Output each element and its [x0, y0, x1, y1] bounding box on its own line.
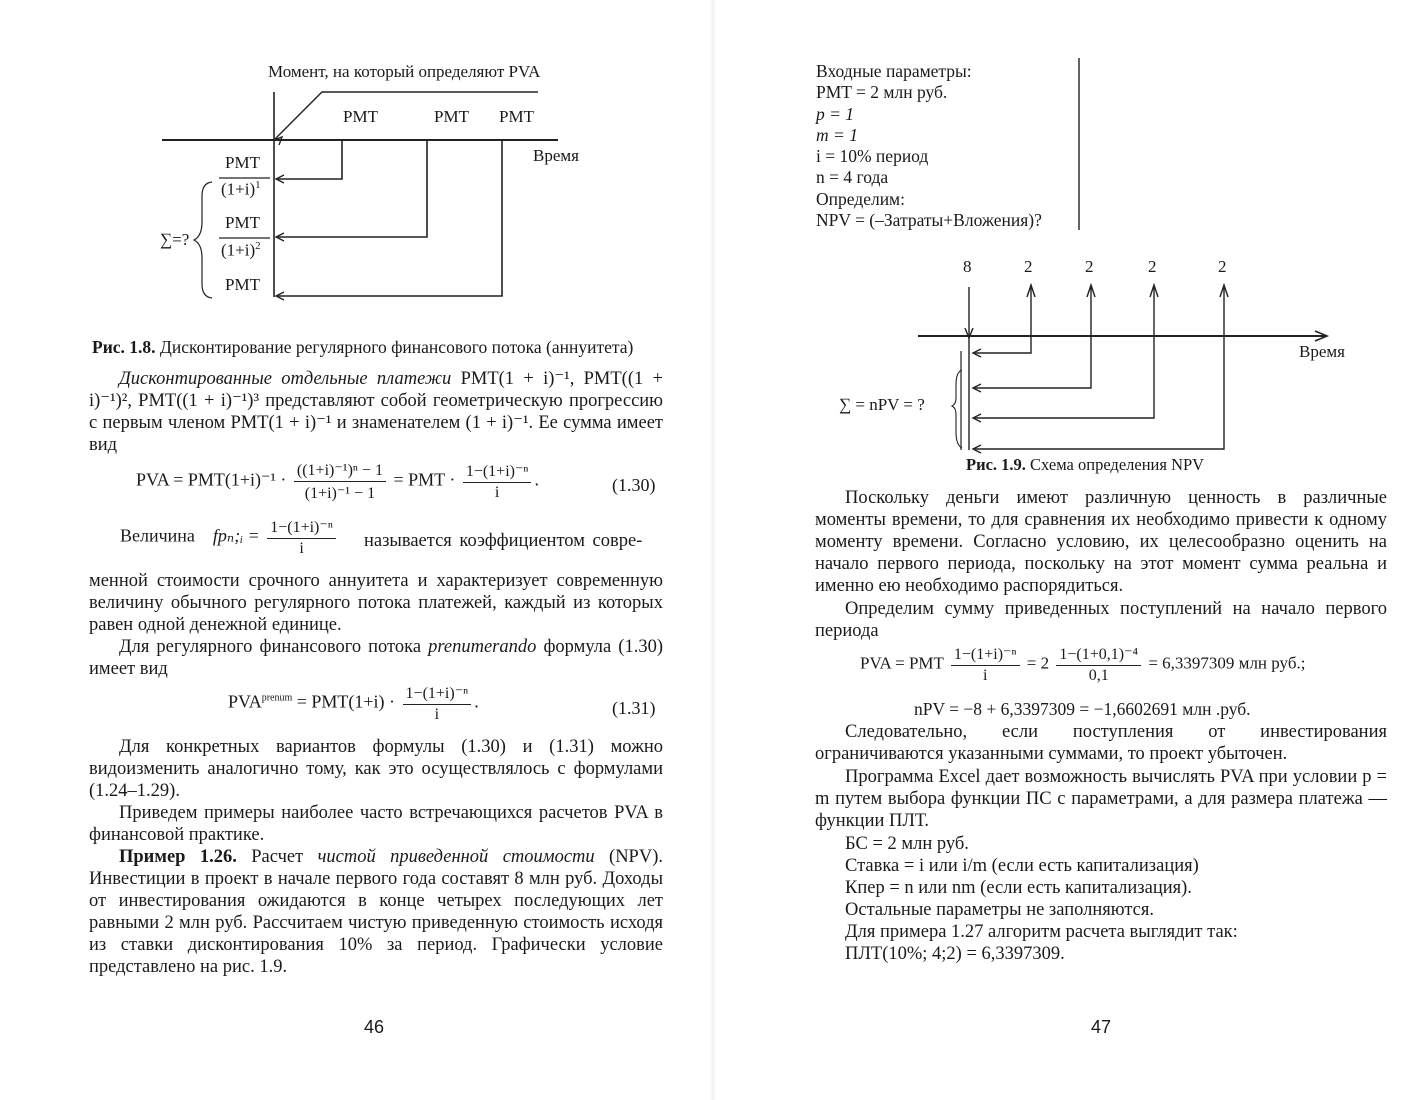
- paragraph-variants: Для конкретных вариантов формулы (1.30) и (1.31) можно видоизменить аналогично тому, как это осуществлялось с формулами (1.24–1.29).: [89, 737, 663, 801]
- sum-label: ∑=?: [160, 230, 190, 249]
- value-outflow-8: 8: [963, 257, 972, 276]
- paragraph-prenumerando: Для регулярного финансового потока prenumerando формула (1.30) имеет вид: [89, 637, 663, 679]
- param-line: Определим:: [816, 188, 905, 209]
- param-line: i = 10% период: [816, 146, 929, 167]
- paragraph-example-1-26: Пример 1.26. Расчет чистой приведенной стоимости (NPV). Инвестиции в проект в начале первого года составят 8 млн руб. Доходы от инвестирования ожидаются в конце четырех последующих лет равными 2 млн руб. Рассчитаем чистую приведенную стоимость исходя из ставки дисконтирования 10% за период. Графически условие представлено на рис. 1.9.: [89, 847, 663, 977]
- flow-line-2: [278, 140, 427, 237]
- caption-figure-1-9: Рис. 1.9. Схема определения NPV: [966, 455, 1205, 474]
- inflow-1: [975, 287, 1031, 353]
- formula-fp-coefficient: Величина fpₙ;ᵢ = $\frac{\text{1−(1+i)⁻ⁿ}}{i}$: [120, 517, 339, 558]
- figure-1-9-lines: [713, 0, 1426, 470]
- formula-pva-calc: PVA = PMT $\frac{\text{1−(1+i)⁻ⁿ}}{i}$ = 2 $\frac{\text{1−(1+0,1)⁻⁴}}{0,1}$ = 6,3397309 млн руб.;: [860, 646, 1306, 684]
- excel-line: Для примера 1.27 алгоритм расчета выглядит так:: [845, 922, 1238, 942]
- denominator-2: $(1+i)^2$: [221, 240, 261, 260]
- excel-parameters: [845, 833, 1405, 965]
- param-line: m = 1: [816, 124, 858, 145]
- inflow-2: [975, 287, 1091, 388]
- excel-line: Остальные параметры не заполняются.: [845, 900, 1154, 920]
- pmt-label-3: PMT: [225, 275, 260, 294]
- figure-1-8-lines: [0, 0, 713, 320]
- flow-line-1: [278, 140, 342, 179]
- param-line: PMT = 2 млн руб.: [816, 82, 948, 103]
- equation-number-1-31: (1.31): [612, 698, 656, 718]
- paragraph-geometric-progression: Дисконтированные отдельные платежи PMT(1 + i)⁻¹, PMT((1 + i)⁻¹)², PMT((1 + i)⁻¹)³ представляют собой геометрическую прогрессию с первым членом PMT(1 + i)⁻¹ и знаменателем (1 + i)⁻¹. Ее сумма имеет вид: [89, 369, 663, 455]
- formula-npv-result: nPV = −8 + 6,3397309 = −1,6602691 млн .руб.: [914, 699, 1251, 719]
- pmt-top-1: PMT: [343, 107, 378, 126]
- paragraph-excel: Программа Excel дает возможность вычислять PVA при условии p = m путем выбора функции ПС с параметрами, а для размера платежа — функции ПЛТ.: [815, 767, 1387, 831]
- npv-time-label: Время: [1299, 342, 1345, 361]
- equation-number-1-30: (1.30): [612, 475, 656, 495]
- value-inflow: 2: [1218, 257, 1227, 276]
- inflow-4: [975, 287, 1224, 449]
- value-inflow: 2: [1085, 257, 1094, 276]
- paragraph-time-value: Поскольку деньги имеют различную ценность в различные моменты времени, то для сравнения их необходимо привести к одному моменту времени. Согласно условию, их целесообразно оценить на начало первого периода, поскольку на этот момент сумма реальна и именно ею необходимо распорядиться.: [815, 488, 1387, 596]
- flow-line-3: [278, 140, 502, 296]
- velichina-rest: называется коэффициентом совре-: [364, 531, 643, 551]
- page-number: 47: [1091, 1017, 1112, 1037]
- param-line: p = 1: [816, 103, 855, 124]
- paragraph-annuity-coefficient: менной стоимости срочного аннуитета и характеризует современную величину обычного регулярного потока платежей, каждый из которых равен одной денежной единице.: [89, 571, 663, 635]
- paragraph-examples: Приведем примеры наиболее часто встречающихся расчетов PVA в финансовой практике.: [89, 803, 663, 845]
- sum-brace: [194, 182, 212, 298]
- excel-line: БС = 2 млн руб.: [845, 834, 969, 854]
- excel-line: Ставка = i или i/m (если есть капитализация): [845, 856, 1199, 876]
- excel-line: ПЛТ(10%; 4;2) = 6,3397309.: [845, 944, 1065, 964]
- denominator-1: $(1+i)^1$: [221, 179, 261, 199]
- formula-1-30: PVA = PMT(1+i)⁻¹ · $\frac{\text{((1+i)⁻¹)ⁿ − 1}}{\text{(1+i)⁻¹ − 1}}$ = PMT · $\frac{\text{1−(1+i)⁻ⁿ}}{i}$ .: [136, 462, 539, 502]
- param-line: Входные параметры:: [816, 61, 972, 81]
- page-47: [713, 0, 1426, 1100]
- pmt-top-2: PMT: [434, 107, 469, 126]
- value-inflow: 2: [1024, 257, 1033, 276]
- param-line: n = 4 года: [816, 167, 889, 188]
- pmt-top-3: PMT: [499, 107, 534, 126]
- caption-figure-1-8: Рис. 1.8. Дисконтирование регулярного финансового потока (аннуитета): [92, 337, 634, 357]
- pmt-label-1: PMT: [225, 153, 260, 172]
- pmt-label-2: PMT: [225, 213, 260, 232]
- paragraph-sum-definition: Определим сумму приведенных поступлений на начало первого периода: [815, 599, 1387, 641]
- formula-1-31: $PVA^{prenum} = PMT(1+i)$ · $\frac{\text{1−(1+i)⁻ⁿ}}{i}$ .: [228, 685, 479, 723]
- paragraph-conclusion: Следовательно, если поступления от инвестирования ограничиваются указанными суммами, то проект убыточен.: [815, 722, 1387, 764]
- moment-label: Момент, на который определяют PVA: [268, 62, 541, 81]
- param-line: NPV = (–Затраты+Вложения)?: [816, 210, 1042, 231]
- excel-line: Кпер = n или nm (если есть капитализация).: [845, 878, 1192, 898]
- npv-sum-label: ∑ = nPV = ?: [839, 395, 925, 414]
- time-label: Время: [533, 146, 579, 165]
- value-inflow: 2: [1148, 257, 1157, 276]
- page-number: 46: [364, 1017, 385, 1037]
